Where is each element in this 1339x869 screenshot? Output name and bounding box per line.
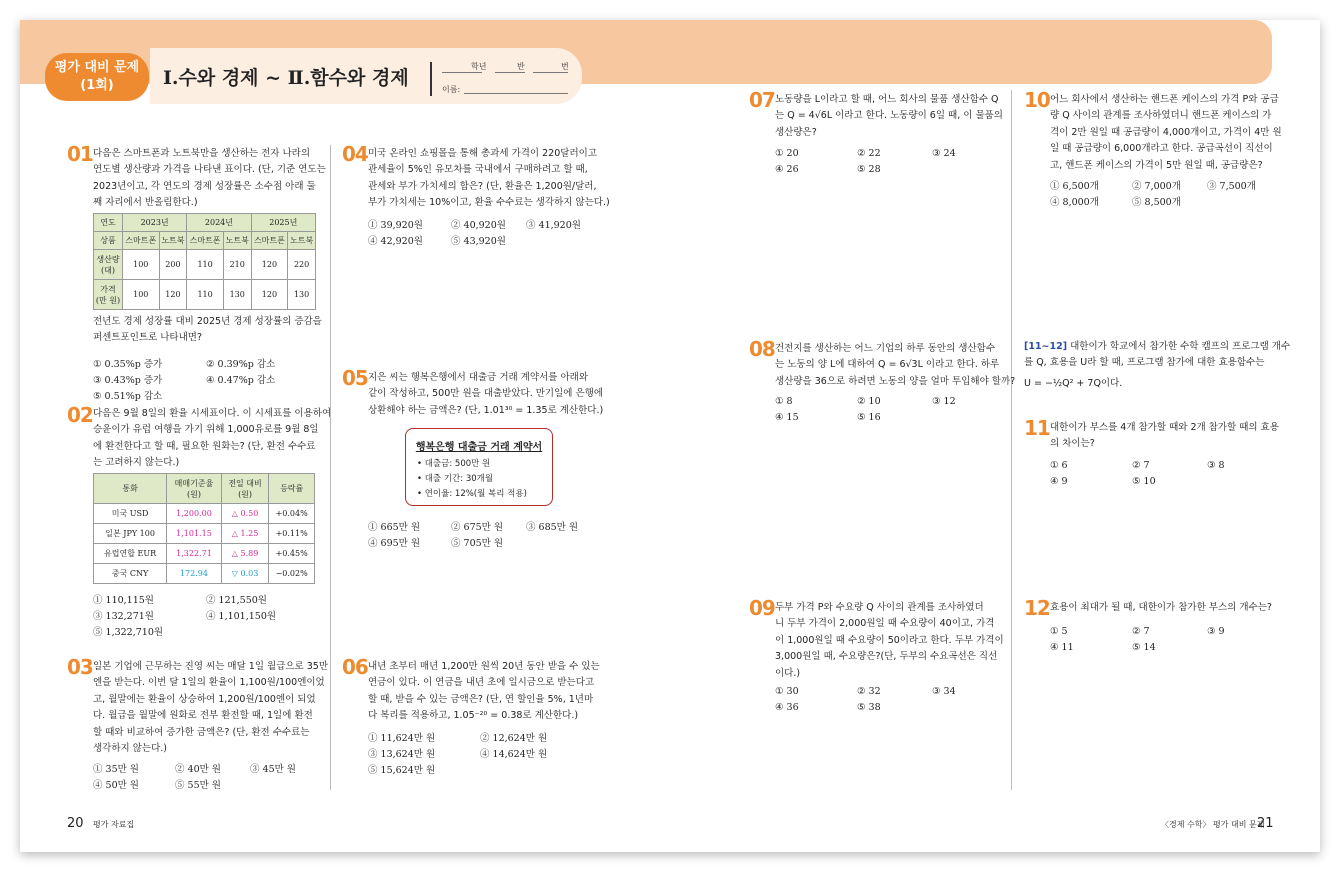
contract-item: • 연이율: 12%(월 복리 적용) xyxy=(417,489,527,499)
option[interactable]: ⑤ 14 xyxy=(1132,642,1156,653)
option[interactable]: ④ 11 xyxy=(1050,642,1074,653)
option[interactable]: ① 39,920원 xyxy=(368,220,423,231)
page-title: Ⅰ.수와 경제 ~ Ⅱ.함수와 경제 xyxy=(163,67,409,89)
question-text: 어느 회사에서 생산하는 핸드폰 케이스의 가격 P와 공급 량 Q 사이의 관계를 조사하였더니 핸드폰 케이스의 가 격이 2만 원일 때 공급량이 4,000개이고, 가격이 4만 원 일 때 공급량이 6,000개라고 한다. 공급곡선이 직선이 고, 핸드폰 케이스의 가격이 5만 원일 때, 공급량은? xyxy=(1050,94,1282,171)
option[interactable]: ② 32 xyxy=(857,686,881,697)
option[interactable]: ① 665만 원 xyxy=(368,522,421,533)
option[interactable]: ② 10 xyxy=(857,396,881,407)
option[interactable]: ③ 685만 원 xyxy=(526,522,579,533)
question-number: 06 xyxy=(342,655,368,679)
exchange-rate-table: 통화 매매기준율 (원) 전일 대비 (원) 등락률 미국 USD 1,200.00 △ 0.50 +0.04% 일본 JPY 100 1,101.15 △ 1.25 +0.11% 유럽연합 EUR 1,322.71 △ 5.89 +0.45% 중국 CNY 172.94 ▽ 0.03 −0.02% xyxy=(93,473,315,584)
option[interactable]: ④ 15 xyxy=(775,412,799,423)
option[interactable]: ③ 13,624만 원 xyxy=(368,749,436,760)
section-badge xyxy=(45,53,149,101)
question-text: 지은 씨는 행복은행에서 대출금 거래 계약서를 아래와 같이 작성하고, 500만 원을 대출받았다. 만기일에 은행에 상환해야 하는 금액은? (단, 1.01³⁰ = 1.35로 계산한다.) xyxy=(368,372,604,416)
option[interactable]: ③ 34 xyxy=(932,686,956,697)
option[interactable]: ⑤ 0.51%p 감소 xyxy=(93,391,163,402)
class-line xyxy=(495,72,525,73)
question-number: 02 xyxy=(67,403,93,427)
number-line xyxy=(533,72,568,73)
option[interactable]: ③ 8 xyxy=(1207,460,1225,471)
question-text: 미국 온라인 쇼핑몰을 통해 총과세 가격이 220달러이고 관세율이 5%인 유모차를 국내에서 구매하려고 할 때, 관세와 부가 가치세의 합은? (단, 환율은 1,200원/달러, 부가 가치세는 10%이고, 환율 수수료는 생각하지 않는다.) xyxy=(368,148,610,209)
question-number: 05 xyxy=(342,366,368,390)
contract-item: • 대출 기간: 30개월 xyxy=(417,474,494,484)
page-number-left: 20 xyxy=(67,816,84,831)
option[interactable]: ⑤ 55만 원 xyxy=(175,780,221,791)
option[interactable]: ② 7,000개 xyxy=(1132,181,1181,192)
option[interactable]: ① 11,624만 원 xyxy=(368,733,436,744)
option[interactable]: ③ 12 xyxy=(932,396,956,407)
shared-prompt: [11~12] 대한이가 학교에서 참가한 수학 캠프의 프로그램 개수 를 Q, 효용을 U라 할 때, 프로그램 참가에 대한 효용함수는 U = −½Q² + 7Q이다. xyxy=(1024,341,1291,389)
question-text: 내년 초부터 매년 1,200만 원씩 20년 동안 받을 수 있는 연금이 있다. 이 연금을 내년 초에 일시금으로 받는다고 할 때, 받을 수 있는 금액은? (단, 연 할인율 5%, 1년마 다 복리를 적용하고, 1.05⁻²⁰ = 0.38로 계산한다.) xyxy=(368,661,600,722)
option[interactable]: ⑤ 15,624만 원 xyxy=(368,765,436,776)
option[interactable]: ② 40,920원 xyxy=(451,220,506,231)
name-label: 이름: xyxy=(442,85,461,94)
name-line xyxy=(464,93,568,94)
option[interactable]: ② 7 xyxy=(1132,460,1150,471)
option[interactable]: ② 40만 원 xyxy=(175,764,221,775)
option[interactable]: ② 12,624만 원 xyxy=(480,733,548,744)
option[interactable]: ④ 9 xyxy=(1050,476,1068,487)
option[interactable]: ① 8 xyxy=(775,396,793,407)
option[interactable]: ① 110,115원 xyxy=(93,595,154,606)
question-text: 다음은 9월 8일의 환율 시세표이다. 이 시세표를 이용하여 승윤이가 유럽 여행을 가기 위해 1,000유로를 9월 8일 에 환전한다고 할 때, 필요한 원화는? (단, 환전 수수료 는 고려하지 않는다.) xyxy=(93,408,332,469)
option[interactable]: ① 35만 원 xyxy=(93,764,139,775)
question-number: 11 xyxy=(1024,416,1050,440)
option[interactable]: ② 22 xyxy=(857,148,881,159)
option[interactable]: ⑤ 38 xyxy=(857,702,881,713)
question-text: 두부 가격 P와 수요량 Q 사이의 관계를 조사하였더 니 두부 가격이 2,000원일 때 수요량이 40이고, 가격 이 1,000원일 때 수요량이 50이라고 한다. 두부 가격이 3,000원일 때, 수요량은?(단, 두부의 수요곡선은 직선 이다.) xyxy=(775,602,1004,679)
option[interactable]: ④ 42,920원 xyxy=(368,236,423,247)
question-number: 10 xyxy=(1024,88,1050,112)
question-text: 다음은 스마트폰과 노트북만을 생산하는 전자 나라의 연도별 생산량과 가격을 나타낸 표이다. (단, 기준 연도는 2023년이고, 각 연도의 경제 성장률은 소수점 아래 둘 째 자리에서 반올림한다.) xyxy=(93,148,326,209)
question-number: 08 xyxy=(749,337,775,361)
question-number: 01 xyxy=(67,142,93,166)
option[interactable]: ③ 45만 원 xyxy=(250,764,296,775)
option[interactable]: ④ 14,624만 원 xyxy=(480,749,548,760)
option[interactable]: ① 6,500개 xyxy=(1050,181,1099,192)
question-number: 12 xyxy=(1024,596,1050,620)
option[interactable]: ⑤ 1,322,710원 xyxy=(93,627,164,638)
question-text: 효용이 최대가 될 때, 대한이가 참가한 부스의 개수는? xyxy=(1050,602,1272,613)
grade-label: 학년 xyxy=(471,62,487,71)
number-label: 번 xyxy=(561,62,569,71)
badge-line1: 평가 대비 문제 xyxy=(54,60,140,75)
option[interactable]: ② 0.39%p 감소 xyxy=(206,359,276,370)
page-number-right: 21 xyxy=(1257,816,1274,831)
option[interactable]: ⑤ 28 xyxy=(857,164,881,175)
option[interactable]: ⑤ 8,500개 xyxy=(1132,197,1181,208)
question-text: 건전지를 생산하는 어느 기업의 하루 동안의 생산함수 는 노동의 양 L에 대하여 Q = 6√3L 이라고 한다. 하루 생산량을 36으로 하려면 노동의 양을 얼마 투입해야 할까? xyxy=(775,343,1016,387)
question-text: 대한이가 부스를 4개 참가할 때와 2개 참가할 때의 효용 의 차이는? xyxy=(1050,422,1279,450)
question-number: 04 xyxy=(342,142,368,166)
option[interactable]: ④ 50만 원 xyxy=(93,780,139,791)
option[interactable]: ① 6 xyxy=(1050,460,1068,471)
option[interactable]: ③ 132,271원 xyxy=(93,611,154,622)
option[interactable]: ③ 7,500개 xyxy=(1207,181,1256,192)
contract-title: 행복은행 대출금 거래 계약서 xyxy=(415,442,543,453)
option[interactable]: ③ 9 xyxy=(1207,626,1225,637)
class-label: 반 xyxy=(517,62,525,71)
footer-right-text: 〈경제 수학〉 평가 대비 문제 xyxy=(1161,820,1265,829)
option[interactable]: ② 675만 원 xyxy=(451,522,504,533)
question-number: 09 xyxy=(749,596,775,620)
shared-label: [11~12] xyxy=(1024,341,1068,352)
option[interactable]: ④ 0.47%p 감소 xyxy=(206,375,276,386)
option[interactable]: ④ 1,101,150원 xyxy=(206,611,277,622)
contract-item: • 대출금: 500만 원 xyxy=(417,459,491,469)
column-divider xyxy=(1011,90,1012,790)
option[interactable]: ① 20 xyxy=(775,148,799,159)
option[interactable]: ④ 695만 원 xyxy=(368,538,421,549)
production-table: 연도 2023년 2024년 2025년 상품 스마트폰 노트북 스마트폰 노트북 스마트폰 노트북 생산량 (대) 100 200 110 210 120 220 가격 (만 원) 100 120 110 130 120 130 xyxy=(93,213,316,310)
question-ask: 전년도 경제 성장률 대비 2025년 경제 성장률의 증감을 퍼센트포인트로 나타내면? xyxy=(93,316,322,344)
option[interactable]: ⑤ 16 xyxy=(857,412,881,423)
question-text: 노동량을 L이라고 할 때, 어느 회사의 물품 생산함수 Q 는 Q = 4√6L 이라고 한다. 노동량이 6일 때, 이 물품의 생산량은? xyxy=(775,94,1003,138)
option[interactable]: ③ 0.43%p 증가 xyxy=(93,375,163,386)
title-divider xyxy=(430,62,432,96)
badge-line2: (1회) xyxy=(80,78,114,93)
option[interactable]: ④ 8,000개 xyxy=(1050,197,1099,208)
option[interactable]: ① 5 xyxy=(1050,626,1068,637)
option[interactable]: ① 30 xyxy=(775,686,799,697)
option[interactable]: ② 121,550원 xyxy=(206,595,267,606)
grade-line xyxy=(442,72,482,73)
option[interactable]: ① 0.35%p 증가 xyxy=(93,359,163,370)
option[interactable]: ⑤ 705만 원 xyxy=(451,538,504,549)
loan-contract-box xyxy=(405,428,553,506)
option[interactable]: ③ 41,920원 xyxy=(526,220,581,231)
question-number: 03 xyxy=(67,655,93,679)
option[interactable]: ④ 26 xyxy=(775,164,799,175)
question-text: 일본 기업에 근무하는 진영 씨는 매달 1일 월급으로 35만 엔을 받는다. 이번 달 1일의 환율이 1,100원/100엔이었 고, 월말에는 환율이 상승하여 1,200원/100엔이 되었 다. 월급을 월말에 원화로 전부 환전할 때, 1일에 환전 할 때와 비교하여 증가한 금액은? (단, 환전 수수료는 생각하지 않는다.) xyxy=(93,661,329,755)
option[interactable]: ② 7 xyxy=(1132,626,1150,637)
option[interactable]: ⑤ 10 xyxy=(1132,476,1156,487)
option[interactable]: ⑤ 43,920원 xyxy=(451,236,506,247)
option[interactable]: ③ 24 xyxy=(932,148,956,159)
option[interactable]: ④ 36 xyxy=(775,702,799,713)
footer-left-text: 평가 자료집 xyxy=(93,820,135,829)
question-number: 07 xyxy=(749,88,775,112)
